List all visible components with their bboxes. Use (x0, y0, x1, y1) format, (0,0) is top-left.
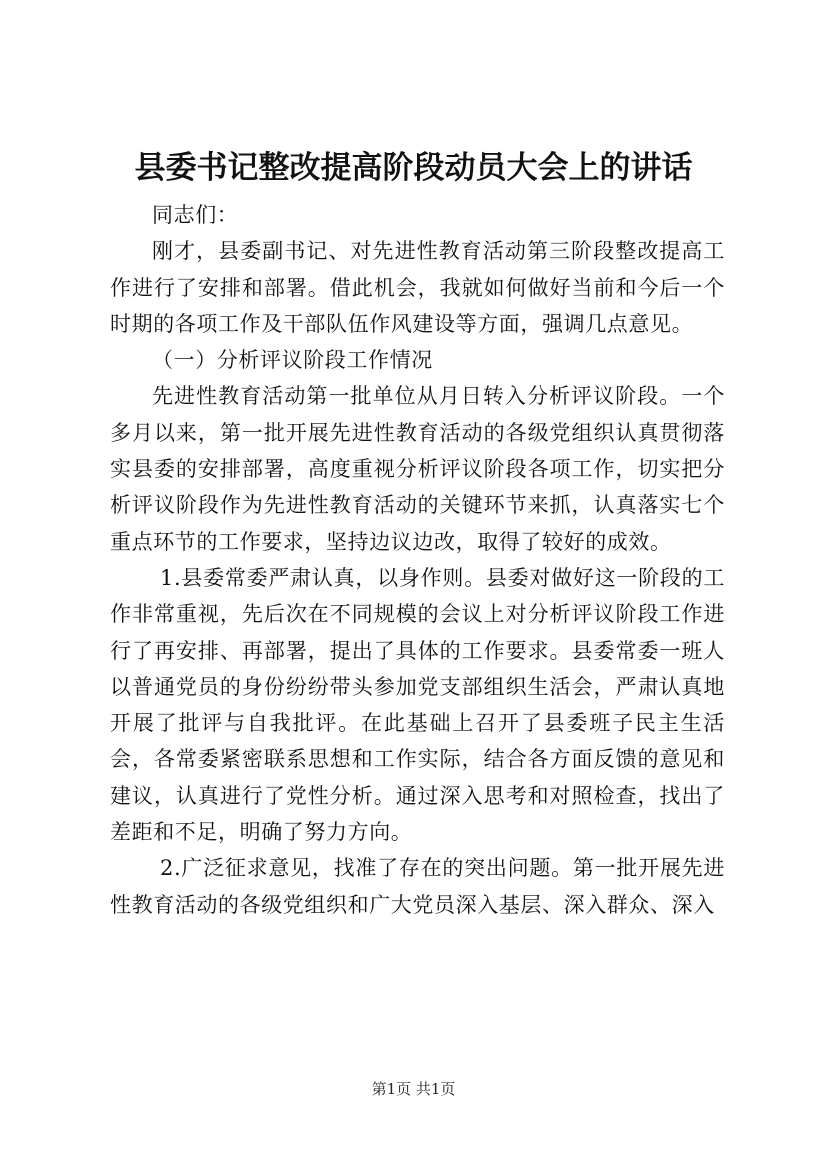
paragraph-2: 先进性教育活动第一批单位从月日转入分析评议阶段。一个多月以来，第一批开展先进性教育活动的各级党组织认真贯彻落实县委的安排部署，高度重视分析评议阶段各项工作，切实把分析评议阶段作为先进性教育活动的关键环节来抓，认真落实七个重点环节的工作要求，坚持边议边改，取得了较好的成效。 (110, 384, 725, 554)
paragraph-3: 1.县委常委严肃认真，以身作则。县委对做好这一阶段的工作非常重视，先后次在不同规模的会议上对分析评议阶段工作进行了再安排、再部署，提出了具体的工作要求。县委常委一班人以普通党员的身份纷纷带头参加党支部组织生活会，严肃认真地开展了批评与自我批评。在此基础上召开了县委班子民主生活会，各常委紧密联系思想和工作实际，结合各方面反馈的意见和建议，认真进行了党性分析。通过深入思考和对照检查，找出了差距和不足，明确了努力方向。 (110, 565, 725, 845)
document-title: 县委书记整改提高阶段动员大会上的讲话 (134, 150, 693, 186)
paragraph-1: 刚才，县委副书记、对先进性教育活动第三阶段整改提高工作进行了安排和部署。借此机会，我就如何做好当前和今后一个时期的各项工作及干部队伍作风建设等方面，强调几点意见。 (110, 239, 725, 336)
salutation: 同志们： (152, 203, 239, 227)
section-heading-1: （一）分析评议阶段工作情况 (152, 348, 433, 373)
document-body (110, 197, 725, 923)
page-footer: 第1页 共1页 (371, 1080, 456, 1098)
paragraph-4: 2.广泛征求意见，找准了存在的突出问题。第一批开展先进性教育活动的各级党组织和广大党员深入基层、深入群众、深入 (110, 856, 725, 917)
